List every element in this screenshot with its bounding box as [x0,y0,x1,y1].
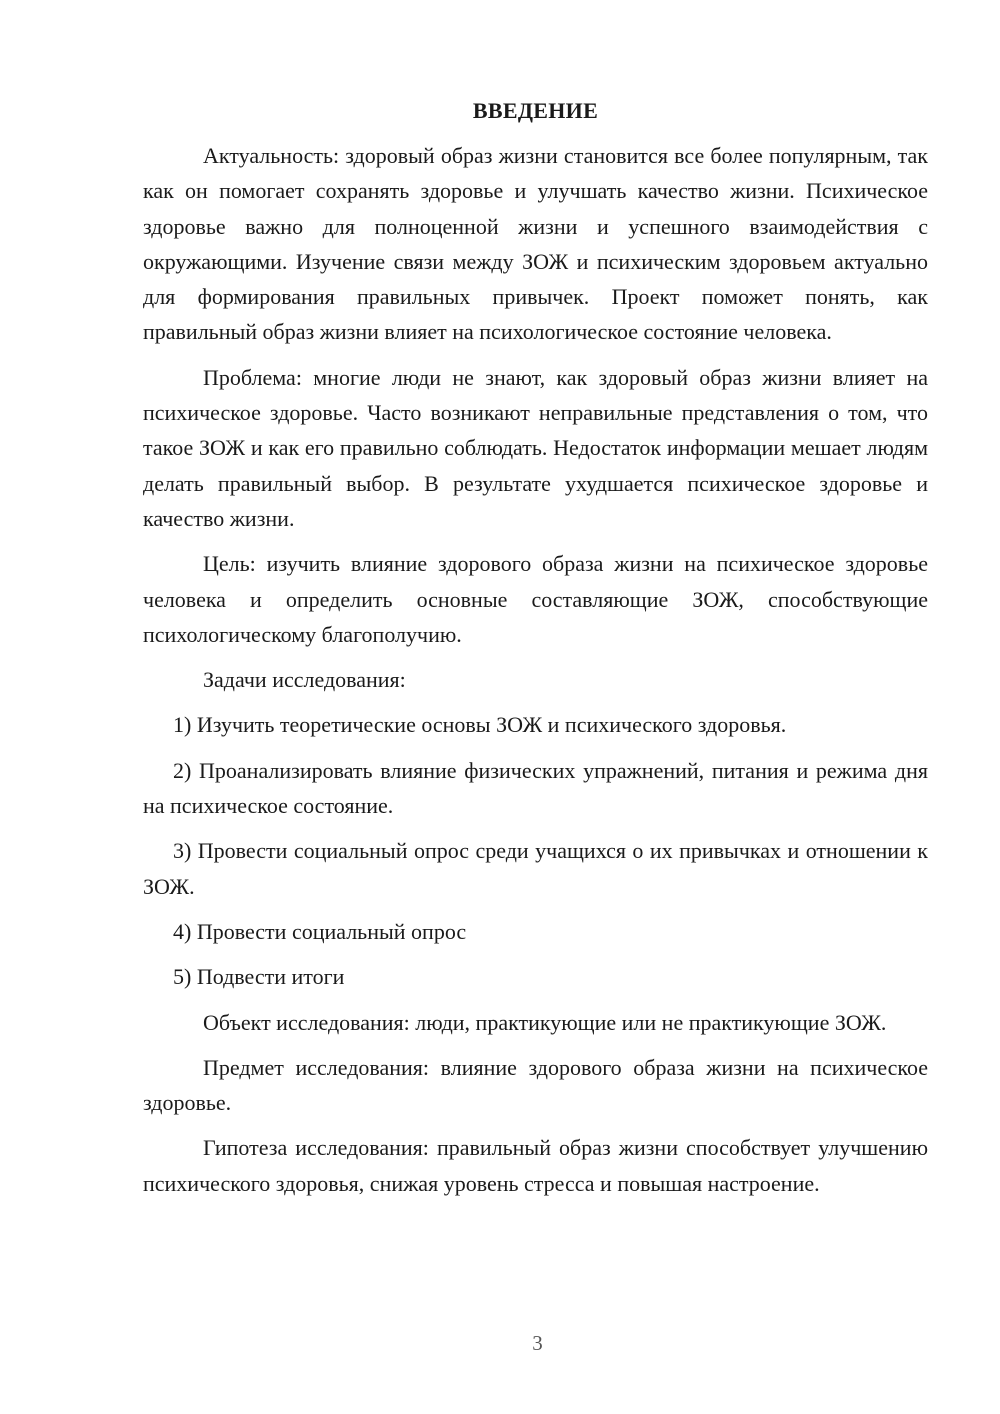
paragraph-object: Объект исследования: люди, практикующие или не практикующие ЗОЖ. [203,1009,887,1035]
paragraph-problem: Проблема: многие люди не знают, как здоровый образ жизни влияет на психическое здоровье. Часто возникают неправильные представления о том, что такое ЗОЖ и как его правильно соблюдать. Недостаток информации мешает людям делать правильный выбор. В результате ухудшается психическое здоровье и качество жизни. [143,364,928,531]
paragraph-goal: Цель: изучить влияние здорового образа жизни на психическое здоровье человека и определить основные составляющие ЗОЖ, способствующие психологическому благополучию. [143,551,928,647]
section-title: ВВЕДЕНИЕ [472,98,599,123]
paragraph-relevance: Актуальность: здоровый образ жизни становится все более популярным, так как он помогает сохранять здоровье и улучшать качество жизни. Психическое здоровье важно для полноценной жизни и успешного взаимодействия с окружающими. Изучение связи между ЗОЖ и психическим здоровьем актуально для формирования правильных привычек. Проект поможет понять, как правильный образ жизни влияет на психологическое состояние человека. [143,143,928,345]
page-content [143,93,928,1211]
tasks-heading: Задачи исследования: [203,667,406,693]
page-number: 3 [532,1331,543,1355]
task-item: 3) Провести социальный опрос среди учащихся о их привычках и отношении к ЗОЖ. [143,838,928,899]
paragraph-subject: Предмет исследования: влияние здорового образа жизни на психическое здоровье. [143,1054,928,1116]
task-item: 2) Проанализировать влияние физических упражнений, питания и режима дня на психическое состояние. [143,757,928,819]
task-item: 1) Изучить теоретические основы ЗОЖ и психического здоровья. [173,712,787,738]
task-item: 4) Провести социальный опрос [173,918,467,944]
task-item: 5) Подвести итоги [173,964,345,990]
paragraph-hypothesis: Гипотеза исследования: правильный образ жизни способствует улучшению психического здоровья, снижая уровень стресса и повышая настроение. [143,1135,928,1196]
